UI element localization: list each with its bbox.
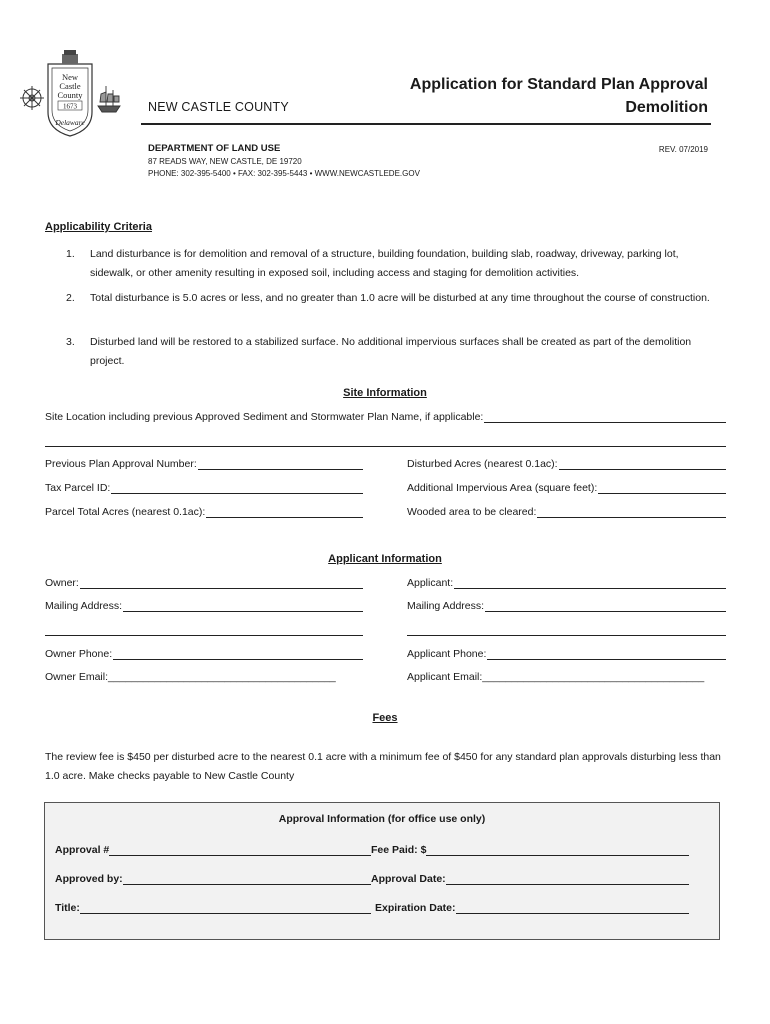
tax-parcel-input[interactable] [111,482,363,494]
site-location-input-line2[interactable] [45,446,726,447]
disturbed-acres-field[interactable] [407,458,726,470]
sailing-ship-icon [98,86,120,112]
approval-number-label: Approval # [55,844,110,856]
county-seal-logo [18,50,124,142]
previous-plan-input[interactable] [198,458,363,470]
applicant-mailing-input[interactable] [485,600,726,612]
fee-paid-input[interactable] [426,844,689,856]
applicability-heading: Applicability Criteria [45,221,152,233]
ship-wheel-icon [20,86,44,110]
approval-date-input[interactable] [446,873,689,885]
owner-phone-input[interactable] [113,648,363,660]
owner-email-label: Owner Email: [45,671,109,683]
applicant-email-field[interactable] [407,671,726,683]
owner-field[interactable] [45,577,363,589]
fees-heading: Fees [372,712,398,724]
impervious-area-field[interactable] [407,482,726,494]
approved-by-input[interactable] [123,873,371,885]
header-divider [141,123,711,125]
impervious-area-input[interactable] [598,482,726,494]
department-address: 87 READS WAY, NEW CASTLE, DE 19720 [148,157,302,166]
disturbed-acres-input[interactable] [559,458,726,470]
applicant-mailing-input-line2[interactable] [407,635,726,636]
site-info-heading: Site Information [343,387,427,399]
owner-phone-label: Owner Phone: [45,648,113,660]
approval-heading: Approval Information (for office use only) [278,813,486,825]
seal-text: New [61,72,79,82]
list-text: Disturbed land will be restored to a stabilized surface. No additional impervious surfaces shall be created as part of the demolition project. [90,336,692,367]
seal-text: Delaware [55,118,85,127]
list-number: 3. [66,336,75,348]
approver-title-field[interactable] [55,902,371,914]
list-text: Total disturbance is 5.0 acres or less, and no greater than 1.0 acre will be disturbed at any time throughout the course of construction. [90,292,710,304]
approval-number-input[interactable] [109,844,371,856]
applicant-email-input[interactable]: ______________________________________ [482,671,705,683]
wooded-area-label: Wooded area to be cleared: [407,506,537,518]
form-subtitle: Demolition [625,99,708,116]
wooded-area-input[interactable] [537,506,726,518]
owner-mailing-field[interactable] [45,600,363,612]
wooded-area-field[interactable] [407,506,726,518]
site-location-label: Site Location including previous Approved Sediment and Stormwater Plan Name, if applicable: [45,411,484,423]
revision-date: REV. 07/2019 [658,145,708,154]
approval-number-field[interactable] [55,844,371,856]
approved-by-label: Approved by: [55,873,123,885]
owner-email-field[interactable] [45,671,363,683]
expiration-date-field[interactable] [375,902,689,914]
applicant-phone-input[interactable] [487,648,726,660]
parcel-total-acres-input[interactable] [206,506,363,518]
list-item [66,289,716,308]
county-name: NEW CASTLE COUNTY [148,100,289,114]
owner-phone-field[interactable] [45,648,363,660]
seal-text: 1673 [63,102,77,111]
form-title: Application for Standard Plan Approval [409,76,708,93]
list-text: Land disturbance is for demolition and removal of a structure, building foundation, building slab, roadway, driveway, parking lot, sidewalk, or other amenity resulting in exposed soil, including access and staging for demolition activities. [90,248,679,279]
list-number: 2. [66,292,75,304]
parcel-total-acres-label: Parcel Total Acres (nearest 0.1ac): [45,506,206,518]
applicant-info-heading: Applicant Information [328,553,442,565]
applicant-input[interactable] [454,577,726,589]
approved-by-field[interactable] [55,873,371,885]
site-location-field[interactable] [45,411,726,423]
fee-paid-field[interactable] [371,844,689,856]
approval-date-label: Approval Date: [371,873,446,885]
applicant-phone-label: Applicant Phone: [407,648,487,660]
owner-input[interactable] [80,577,363,589]
department-contact: PHONE: 302-395-5400 • FAX: 302-395-5443 • WWW.NEWCASTLEDE.GOV [148,169,420,178]
list-item [66,245,716,283]
tax-parcel-field[interactable] [45,482,363,494]
owner-mailing-label: Mailing Address: [45,600,123,612]
disturbed-acres-label: Disturbed Acres (nearest 0.1ac): [407,458,558,470]
parcel-total-acres-field[interactable] [45,506,363,518]
department-name: DEPARTMENT OF LAND USE [148,143,281,154]
applicant-email-label: Applicant Email: [407,671,483,683]
list-number: 1. [66,248,75,260]
owner-label: Owner: [45,577,79,589]
seal-text: Castle [59,81,81,91]
approval-date-field[interactable] [371,873,689,885]
owner-mailing-input[interactable] [123,600,363,612]
approver-title-input[interactable] [80,902,371,914]
previous-plan-field[interactable] [45,458,363,470]
impervious-area-label: Additional Impervious Area (square feet): [407,482,598,494]
fee-paid-label: Fee Paid: $ [371,844,427,856]
tax-parcel-label: Tax Parcel ID: [45,482,111,494]
expiration-date-input[interactable] [456,902,689,914]
applicant-field[interactable] [407,577,726,589]
applicant-phone-field[interactable] [407,648,726,660]
previous-plan-label: Previous Plan Approval Number: [45,458,197,470]
list-item [66,333,716,371]
site-location-input[interactable] [484,411,726,423]
approver-title-label: Title: [55,902,80,914]
applicant-label: Applicant: [407,577,454,589]
applicant-mailing-field[interactable] [407,600,726,612]
owner-mailing-input-line2[interactable] [45,635,363,636]
expiration-date-label: Expiration Date: [375,902,456,914]
applicant-mailing-label: Mailing Address: [407,600,485,612]
fees-text: The review fee is $450 per disturbed acre to the nearest 0.1 acre with a minimum fee of $450 for any standard plan approvals disturbing less than 1.0 acre. Make checks payable to New Castle County [45,751,721,782]
seal-text: County [57,90,83,100]
owner-email-input[interactable]: _______________________________________ [108,671,336,683]
